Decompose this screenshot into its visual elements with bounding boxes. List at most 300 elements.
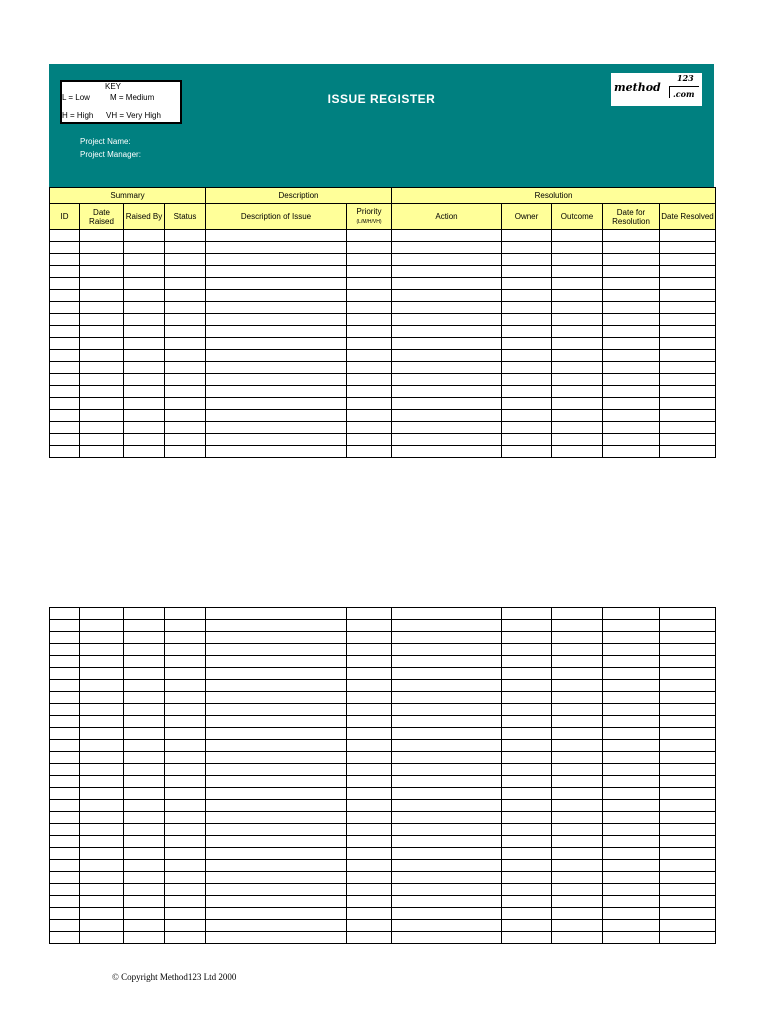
table-cell[interactable] bbox=[392, 704, 502, 716]
table-cell[interactable] bbox=[50, 752, 80, 764]
table-cell[interactable] bbox=[206, 620, 347, 632]
table-cell[interactable] bbox=[80, 764, 124, 776]
table-cell[interactable] bbox=[50, 824, 80, 836]
table-cell[interactable] bbox=[124, 620, 165, 632]
table-cell[interactable] bbox=[392, 908, 502, 920]
table-cell[interactable] bbox=[165, 302, 206, 314]
table-cell[interactable] bbox=[80, 824, 124, 836]
table-cell[interactable] bbox=[347, 800, 392, 812]
table-cell[interactable] bbox=[603, 326, 660, 338]
table-cell[interactable] bbox=[347, 446, 392, 458]
table-cell[interactable] bbox=[206, 716, 347, 728]
table-cell[interactable] bbox=[392, 644, 502, 656]
table-cell[interactable] bbox=[50, 644, 80, 656]
table-cell[interactable] bbox=[660, 728, 716, 740]
table-cell[interactable] bbox=[347, 398, 392, 410]
table-cell[interactable] bbox=[502, 776, 552, 788]
table-cell[interactable] bbox=[392, 692, 502, 704]
table-cell[interactable] bbox=[552, 740, 603, 752]
table-cell[interactable] bbox=[50, 350, 80, 362]
table-cell[interactable] bbox=[552, 410, 603, 422]
table-cell[interactable] bbox=[603, 230, 660, 242]
table-cell[interactable] bbox=[603, 644, 660, 656]
table-cell[interactable] bbox=[502, 716, 552, 728]
table-cell[interactable] bbox=[124, 254, 165, 266]
table-cell[interactable] bbox=[206, 644, 347, 656]
table-cell[interactable] bbox=[502, 644, 552, 656]
table-cell[interactable] bbox=[124, 740, 165, 752]
table-cell[interactable] bbox=[552, 800, 603, 812]
table-cell[interactable] bbox=[660, 434, 716, 446]
table-cell[interactable] bbox=[124, 374, 165, 386]
table-cell[interactable] bbox=[80, 752, 124, 764]
table-cell[interactable] bbox=[124, 860, 165, 872]
table-cell[interactable] bbox=[206, 728, 347, 740]
table-cell[interactable] bbox=[124, 776, 165, 788]
table-cell[interactable] bbox=[552, 644, 603, 656]
table-cell[interactable] bbox=[392, 656, 502, 668]
table-cell[interactable] bbox=[603, 920, 660, 932]
table-cell[interactable] bbox=[392, 680, 502, 692]
table-cell[interactable] bbox=[660, 338, 716, 350]
table-cell[interactable] bbox=[80, 728, 124, 740]
table-cell[interactable] bbox=[50, 398, 80, 410]
table-cell[interactable] bbox=[50, 788, 80, 800]
table-cell[interactable] bbox=[206, 314, 347, 326]
table-cell[interactable] bbox=[80, 908, 124, 920]
table-cell[interactable] bbox=[603, 632, 660, 644]
table-cell[interactable] bbox=[80, 434, 124, 446]
table-cell[interactable] bbox=[603, 398, 660, 410]
table-cell[interactable] bbox=[206, 290, 347, 302]
table-cell[interactable] bbox=[347, 848, 392, 860]
table-cell[interactable] bbox=[80, 290, 124, 302]
table-cell[interactable] bbox=[552, 314, 603, 326]
table-cell[interactable] bbox=[660, 386, 716, 398]
table-cell[interactable] bbox=[392, 230, 502, 242]
table-cell[interactable] bbox=[502, 932, 552, 944]
table-cell[interactable] bbox=[502, 824, 552, 836]
table-cell[interactable] bbox=[660, 608, 716, 620]
table-cell[interactable] bbox=[347, 302, 392, 314]
table-cell[interactable] bbox=[603, 302, 660, 314]
table-cell[interactable] bbox=[165, 254, 206, 266]
table-cell[interactable] bbox=[660, 788, 716, 800]
table-cell[interactable] bbox=[50, 326, 80, 338]
table-cell[interactable] bbox=[392, 800, 502, 812]
table-cell[interactable] bbox=[80, 620, 124, 632]
table-cell[interactable] bbox=[392, 632, 502, 644]
table-cell[interactable] bbox=[347, 422, 392, 434]
table-cell[interactable] bbox=[80, 704, 124, 716]
table-cell[interactable] bbox=[124, 434, 165, 446]
table-cell[interactable] bbox=[50, 896, 80, 908]
table-cell[interactable] bbox=[50, 386, 80, 398]
table-cell[interactable] bbox=[603, 860, 660, 872]
table-cell[interactable] bbox=[80, 338, 124, 350]
table-cell[interactable] bbox=[347, 740, 392, 752]
table-cell[interactable] bbox=[502, 704, 552, 716]
table-cell[interactable] bbox=[124, 752, 165, 764]
table-cell[interactable] bbox=[206, 434, 347, 446]
table-cell[interactable] bbox=[124, 824, 165, 836]
table-cell[interactable] bbox=[206, 230, 347, 242]
table-cell[interactable] bbox=[124, 422, 165, 434]
project-name-label[interactable]: Project Name: bbox=[80, 137, 131, 146]
table-cell[interactable] bbox=[552, 848, 603, 860]
table-cell[interactable] bbox=[124, 266, 165, 278]
table-cell[interactable] bbox=[603, 362, 660, 374]
table-cell[interactable] bbox=[165, 290, 206, 302]
table-cell[interactable] bbox=[124, 932, 165, 944]
table-cell[interactable] bbox=[552, 254, 603, 266]
table-cell[interactable] bbox=[552, 872, 603, 884]
table-cell[interactable] bbox=[206, 740, 347, 752]
table-cell[interactable] bbox=[502, 338, 552, 350]
table-cell[interactable] bbox=[206, 680, 347, 692]
table-cell[interactable] bbox=[347, 230, 392, 242]
table-cell[interactable] bbox=[603, 620, 660, 632]
table-cell[interactable] bbox=[80, 386, 124, 398]
table-cell[interactable] bbox=[660, 350, 716, 362]
table-cell[interactable] bbox=[660, 920, 716, 932]
table-cell[interactable] bbox=[660, 932, 716, 944]
table-cell[interactable] bbox=[552, 338, 603, 350]
table-cell[interactable] bbox=[660, 764, 716, 776]
table-cell[interactable] bbox=[50, 680, 80, 692]
table-cell[interactable] bbox=[502, 386, 552, 398]
table-cell[interactable] bbox=[80, 716, 124, 728]
table-cell[interactable] bbox=[80, 230, 124, 242]
table-cell[interactable] bbox=[124, 848, 165, 860]
table-cell[interactable] bbox=[206, 920, 347, 932]
table-cell[interactable] bbox=[552, 860, 603, 872]
table-cell[interactable] bbox=[660, 266, 716, 278]
table-cell[interactable] bbox=[660, 752, 716, 764]
table-cell[interactable] bbox=[206, 824, 347, 836]
table-cell[interactable] bbox=[50, 884, 80, 896]
table-cell[interactable] bbox=[80, 740, 124, 752]
table-cell[interactable] bbox=[347, 692, 392, 704]
table-cell[interactable] bbox=[165, 800, 206, 812]
table-cell[interactable] bbox=[603, 800, 660, 812]
table-cell[interactable] bbox=[124, 632, 165, 644]
table-cell[interactable] bbox=[124, 884, 165, 896]
table-cell[interactable] bbox=[347, 680, 392, 692]
table-cell[interactable] bbox=[603, 608, 660, 620]
table-cell[interactable] bbox=[50, 908, 80, 920]
table-cell[interactable] bbox=[206, 668, 347, 680]
table-cell[interactable] bbox=[603, 848, 660, 860]
table-cell[interactable] bbox=[80, 314, 124, 326]
table-cell[interactable] bbox=[50, 776, 80, 788]
table-cell[interactable] bbox=[80, 422, 124, 434]
table-cell[interactable] bbox=[50, 728, 80, 740]
table-cell[interactable] bbox=[660, 632, 716, 644]
table-cell[interactable] bbox=[502, 860, 552, 872]
table-cell[interactable] bbox=[392, 362, 502, 374]
table-cell[interactable] bbox=[206, 326, 347, 338]
table-cell[interactable] bbox=[165, 266, 206, 278]
table-cell[interactable] bbox=[603, 692, 660, 704]
table-cell[interactable] bbox=[552, 680, 603, 692]
table-cell[interactable] bbox=[165, 656, 206, 668]
table-cell[interactable] bbox=[502, 896, 552, 908]
table-cell[interactable] bbox=[206, 386, 347, 398]
table-cell[interactable] bbox=[660, 446, 716, 458]
table-cell[interactable] bbox=[124, 326, 165, 338]
table-cell[interactable] bbox=[80, 848, 124, 860]
table-cell[interactable] bbox=[552, 704, 603, 716]
table-cell[interactable] bbox=[347, 860, 392, 872]
table-cell[interactable] bbox=[660, 872, 716, 884]
table-cell[interactable] bbox=[80, 398, 124, 410]
table-cell[interactable] bbox=[392, 716, 502, 728]
table-cell[interactable] bbox=[165, 230, 206, 242]
table-cell[interactable] bbox=[502, 788, 552, 800]
table-cell[interactable] bbox=[603, 752, 660, 764]
table-cell[interactable] bbox=[80, 608, 124, 620]
table-cell[interactable] bbox=[603, 764, 660, 776]
table-cell[interactable] bbox=[124, 692, 165, 704]
table-cell[interactable] bbox=[392, 374, 502, 386]
table-cell[interactable] bbox=[165, 920, 206, 932]
table-cell[interactable] bbox=[502, 848, 552, 860]
table-cell[interactable] bbox=[124, 386, 165, 398]
table-cell[interactable] bbox=[50, 302, 80, 314]
table-cell[interactable] bbox=[392, 398, 502, 410]
table-cell[interactable] bbox=[552, 266, 603, 278]
table-cell[interactable] bbox=[165, 740, 206, 752]
table-cell[interactable] bbox=[502, 680, 552, 692]
table-cell[interactable] bbox=[206, 608, 347, 620]
table-cell[interactable] bbox=[552, 608, 603, 620]
table-cell[interactable] bbox=[165, 314, 206, 326]
table-cell[interactable] bbox=[124, 644, 165, 656]
table-cell[interactable] bbox=[80, 278, 124, 290]
table-cell[interactable] bbox=[206, 422, 347, 434]
table-cell[interactable] bbox=[660, 692, 716, 704]
table-cell[interactable] bbox=[206, 338, 347, 350]
table-cell[interactable] bbox=[50, 338, 80, 350]
table-cell[interactable] bbox=[392, 896, 502, 908]
table-cell[interactable] bbox=[552, 884, 603, 896]
table-cell[interactable] bbox=[165, 374, 206, 386]
table-cell[interactable] bbox=[206, 350, 347, 362]
table-cell[interactable] bbox=[660, 290, 716, 302]
table-cell[interactable] bbox=[392, 338, 502, 350]
table-cell[interactable] bbox=[502, 752, 552, 764]
table-cell[interactable] bbox=[603, 884, 660, 896]
table-cell[interactable] bbox=[392, 290, 502, 302]
table-cell[interactable] bbox=[347, 884, 392, 896]
table-cell[interactable] bbox=[206, 836, 347, 848]
table-cell[interactable] bbox=[347, 350, 392, 362]
table-cell[interactable] bbox=[165, 338, 206, 350]
table-cell[interactable] bbox=[502, 656, 552, 668]
table-cell[interactable] bbox=[603, 812, 660, 824]
table-cell[interactable] bbox=[124, 728, 165, 740]
table-cell[interactable] bbox=[392, 266, 502, 278]
table-cell[interactable] bbox=[392, 728, 502, 740]
table-cell[interactable] bbox=[502, 374, 552, 386]
table-cell[interactable] bbox=[206, 764, 347, 776]
table-cell[interactable] bbox=[165, 242, 206, 254]
table-cell[interactable] bbox=[660, 680, 716, 692]
table-cell[interactable] bbox=[165, 812, 206, 824]
table-cell[interactable] bbox=[660, 812, 716, 824]
table-cell[interactable] bbox=[165, 908, 206, 920]
table-cell[interactable] bbox=[80, 446, 124, 458]
table-cell[interactable] bbox=[165, 872, 206, 884]
table-cell[interactable] bbox=[552, 668, 603, 680]
table-cell[interactable] bbox=[124, 920, 165, 932]
table-cell[interactable] bbox=[502, 800, 552, 812]
table-cell[interactable] bbox=[165, 896, 206, 908]
table-cell[interactable] bbox=[603, 290, 660, 302]
table-cell[interactable] bbox=[124, 338, 165, 350]
table-cell[interactable] bbox=[124, 704, 165, 716]
table-cell[interactable] bbox=[392, 860, 502, 872]
table-cell[interactable] bbox=[80, 884, 124, 896]
table-cell[interactable] bbox=[50, 314, 80, 326]
table-cell[interactable] bbox=[124, 656, 165, 668]
table-cell[interactable] bbox=[392, 608, 502, 620]
table-cell[interactable] bbox=[50, 266, 80, 278]
table-cell[interactable] bbox=[206, 776, 347, 788]
table-cell[interactable] bbox=[552, 920, 603, 932]
table-cell[interactable] bbox=[603, 254, 660, 266]
table-cell[interactable] bbox=[603, 656, 660, 668]
table-cell[interactable] bbox=[660, 362, 716, 374]
table-cell[interactable] bbox=[206, 632, 347, 644]
table-cell[interactable] bbox=[552, 242, 603, 254]
table-cell[interactable] bbox=[552, 362, 603, 374]
table-cell[interactable] bbox=[347, 338, 392, 350]
table-cell[interactable] bbox=[502, 410, 552, 422]
table-cell[interactable] bbox=[392, 812, 502, 824]
table-cell[interactable] bbox=[80, 788, 124, 800]
table-cell[interactable] bbox=[206, 398, 347, 410]
table-cell[interactable] bbox=[206, 302, 347, 314]
table-cell[interactable] bbox=[502, 242, 552, 254]
table-cell[interactable] bbox=[392, 668, 502, 680]
table-cell[interactable] bbox=[552, 716, 603, 728]
table-cell[interactable] bbox=[165, 752, 206, 764]
table-cell[interactable] bbox=[502, 434, 552, 446]
table-cell[interactable] bbox=[206, 932, 347, 944]
table-cell[interactable] bbox=[502, 446, 552, 458]
table-cell[interactable] bbox=[206, 446, 347, 458]
table-cell[interactable] bbox=[50, 656, 80, 668]
table-cell[interactable] bbox=[165, 410, 206, 422]
table-cell[interactable] bbox=[392, 326, 502, 338]
table-cell[interactable] bbox=[206, 656, 347, 668]
table-cell[interactable] bbox=[660, 422, 716, 434]
table-cell[interactable] bbox=[80, 872, 124, 884]
table-cell[interactable] bbox=[347, 872, 392, 884]
table-cell[interactable] bbox=[552, 446, 603, 458]
table-cell[interactable] bbox=[660, 704, 716, 716]
table-cell[interactable] bbox=[603, 836, 660, 848]
table-cell[interactable] bbox=[502, 692, 552, 704]
table-cell[interactable] bbox=[50, 740, 80, 752]
table-cell[interactable] bbox=[206, 788, 347, 800]
table-cell[interactable] bbox=[660, 374, 716, 386]
table-cell[interactable] bbox=[165, 704, 206, 716]
table-cell[interactable] bbox=[552, 350, 603, 362]
table-cell[interactable] bbox=[165, 386, 206, 398]
table-cell[interactable] bbox=[660, 800, 716, 812]
table-cell[interactable] bbox=[50, 632, 80, 644]
table-cell[interactable] bbox=[552, 812, 603, 824]
table-cell[interactable] bbox=[124, 908, 165, 920]
table-cell[interactable] bbox=[552, 398, 603, 410]
table-cell[interactable] bbox=[552, 896, 603, 908]
table-cell[interactable] bbox=[124, 446, 165, 458]
table-cell[interactable] bbox=[660, 620, 716, 632]
table-cell[interactable] bbox=[50, 848, 80, 860]
table-cell[interactable] bbox=[80, 254, 124, 266]
table-cell[interactable] bbox=[603, 896, 660, 908]
table-cell[interactable] bbox=[165, 278, 206, 290]
table-cell[interactable] bbox=[206, 278, 347, 290]
table-cell[interactable] bbox=[50, 446, 80, 458]
table-cell[interactable] bbox=[206, 800, 347, 812]
table-cell[interactable] bbox=[165, 326, 206, 338]
table-cell[interactable] bbox=[80, 932, 124, 944]
table-cell[interactable] bbox=[552, 824, 603, 836]
table-cell[interactable] bbox=[347, 908, 392, 920]
table-cell[interactable] bbox=[603, 932, 660, 944]
table-cell[interactable] bbox=[50, 230, 80, 242]
table-cell[interactable] bbox=[124, 812, 165, 824]
table-cell[interactable] bbox=[165, 434, 206, 446]
table-cell[interactable] bbox=[165, 620, 206, 632]
table-cell[interactable] bbox=[206, 374, 347, 386]
table-cell[interactable] bbox=[502, 290, 552, 302]
table-cell[interactable] bbox=[165, 716, 206, 728]
table-cell[interactable] bbox=[552, 764, 603, 776]
table-cell[interactable] bbox=[347, 644, 392, 656]
table-cell[interactable] bbox=[165, 632, 206, 644]
table-cell[interactable] bbox=[206, 896, 347, 908]
table-cell[interactable] bbox=[80, 362, 124, 374]
table-cell[interactable] bbox=[660, 668, 716, 680]
table-cell[interactable] bbox=[603, 266, 660, 278]
table-cell[interactable] bbox=[552, 422, 603, 434]
table-cell[interactable] bbox=[660, 410, 716, 422]
table-cell[interactable] bbox=[347, 266, 392, 278]
table-cell[interactable] bbox=[165, 836, 206, 848]
table-cell[interactable] bbox=[502, 836, 552, 848]
table-cell[interactable] bbox=[392, 446, 502, 458]
table-cell[interactable] bbox=[392, 410, 502, 422]
table-cell[interactable] bbox=[165, 932, 206, 944]
table-cell[interactable] bbox=[50, 668, 80, 680]
table-cell[interactable] bbox=[206, 752, 347, 764]
table-cell[interactable] bbox=[502, 278, 552, 290]
table-cell[interactable] bbox=[206, 872, 347, 884]
table-cell[interactable] bbox=[347, 932, 392, 944]
table-cell[interactable] bbox=[165, 860, 206, 872]
table-cell[interactable] bbox=[347, 920, 392, 932]
table-cell[interactable] bbox=[50, 800, 80, 812]
table-cell[interactable] bbox=[552, 386, 603, 398]
table-cell[interactable] bbox=[347, 278, 392, 290]
table-cell[interactable] bbox=[603, 704, 660, 716]
table-cell[interactable] bbox=[603, 680, 660, 692]
